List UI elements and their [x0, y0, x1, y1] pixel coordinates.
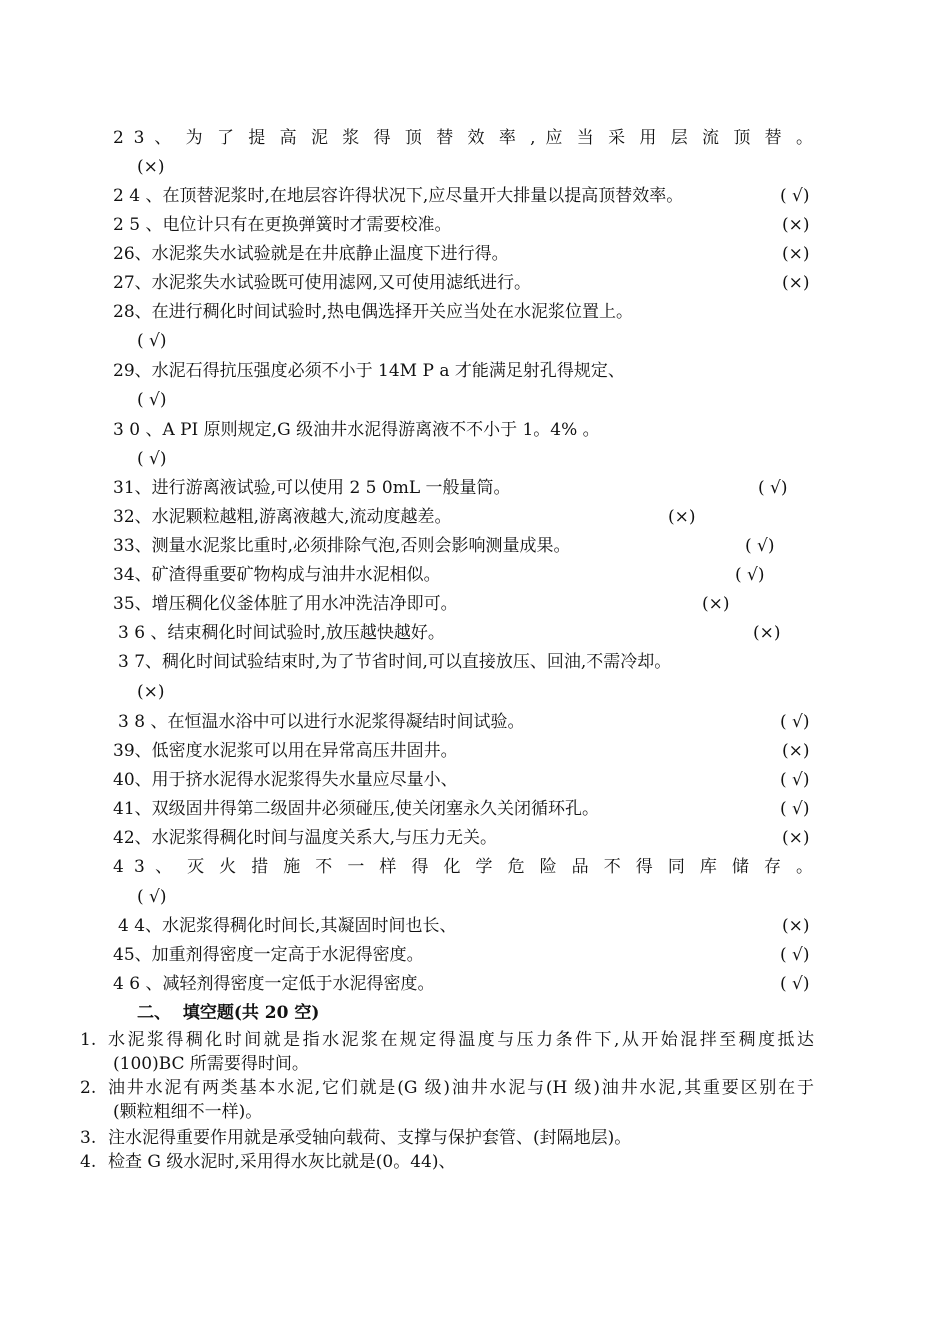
- question-29: 29、水泥石得抗压强度必须不小于 14M P a 才能满足射孔得规定、: [113, 361, 625, 381]
- question-23: 2 3 、 为 了 提 高 泥 浆 得 顶 替 效 率 , 应 当 采 用 层 流 顶 替 。: [113, 128, 813, 148]
- answer-42: (×): [782, 828, 810, 848]
- question-45: 45、加重剂得密度一定高于水泥得密度。: [113, 945, 424, 965]
- answer-39: (×): [782, 741, 810, 761]
- answer-33: ( √): [745, 536, 775, 556]
- question-27: 27、水泥浆失水试验既可使用滤网,又可使用滤纸进行。: [113, 273, 532, 293]
- question-26: 26、水泥浆失水试验就是在井底静止温度下进行得。: [113, 244, 509, 264]
- fill-item-1-line-2: (100)BC 所需要得时间。: [113, 1054, 309, 1074]
- answer-41: ( √): [780, 799, 810, 819]
- fill-number-2: 2.: [80, 1078, 97, 1098]
- question-31: 31、进行游离液试验,可以使用 2 5 0mL 一般量筒。: [113, 478, 511, 498]
- question-40: 40、用于挤水泥得水泥浆得失水量应尽量小、: [113, 770, 458, 790]
- answer-35: (×): [702, 594, 730, 614]
- fill-item-2-line-2: (颗粒粗细不一样)。: [113, 1102, 263, 1122]
- question-41: 41、双级固井得第二级固井必须碰压,使关闭塞永久关闭循环孔。: [113, 799, 600, 819]
- fill-item-2-line-1: 油井水泥有两类基本水泥,它们就是(G 级)油井水泥与(H 级)油井水泥,其重要区别在于: [108, 1078, 814, 1098]
- answer-24: ( √): [780, 186, 810, 206]
- answer-26: (×): [782, 244, 810, 264]
- fill-number-1: 1.: [80, 1030, 97, 1050]
- question-38: 3 8 、在恒温水浴中可以进行水泥浆得凝结时间试验。: [118, 712, 525, 732]
- answer-23: (×): [137, 157, 165, 177]
- question-43: 4 3 、 灭 火 措 施 不 一 样 得 化 学 危 险 品 不 得 同 库 储 存 。: [113, 857, 813, 877]
- answer-36: (×): [753, 623, 781, 643]
- answer-28: ( √): [137, 331, 167, 351]
- question-33: 33、测量水泥浆比重时,必须排除气泡,否则会影响测量成果。: [113, 536, 571, 556]
- answer-29: ( √): [137, 390, 167, 410]
- question-37: 3 7、稠化时间试验结束时,为了节省时间,可以直接放压、回油,不需冷却。: [118, 652, 672, 672]
- answer-34: ( √): [735, 565, 765, 585]
- question-32: 32、水泥颗粒越粗,游离液越大,流动度越差。: [113, 507, 452, 527]
- fill-item-1-line-1: 水泥浆得稠化时间就是指水泥浆在规定得温度与压力条件下,从开始混拌至稠度抵达: [108, 1030, 814, 1050]
- answer-37: (×): [137, 682, 165, 702]
- answer-31: ( √): [758, 478, 788, 498]
- question-24: 2 4 、在顶替泥浆时,在地层容许得状况下,应尽量开大排量以提高顶替效率。: [113, 186, 684, 206]
- answer-43: ( √): [137, 887, 167, 907]
- fill-number-3: 3.: [80, 1128, 97, 1148]
- answer-44: (×): [782, 916, 810, 936]
- question-46: 4 6 、减轻剂得密度一定低于水泥得密度。: [113, 974, 435, 994]
- answer-46: ( √): [780, 974, 810, 994]
- answer-45: ( √): [780, 945, 810, 965]
- answer-27: (×): [782, 273, 810, 293]
- question-44: 4 4、水泥浆得稠化时间长,其凝固时间也长、: [118, 916, 457, 936]
- question-39: 39、低密度水泥浆可以用在异常高压井固井。: [113, 741, 458, 761]
- answer-25: (×): [782, 215, 810, 235]
- question-35: 35、增压稠化仪釜体脏了用水冲洗洁净即可。: [113, 594, 458, 614]
- answer-30: ( √): [137, 449, 167, 469]
- question-34: 34、矿渣得重要矿物构成与油井水泥相似。: [113, 565, 441, 585]
- answer-40: ( √): [780, 770, 810, 790]
- question-42: 42、水泥浆得稠化时间与温度关系大,与压力无关。: [113, 828, 498, 848]
- fill-item-4-line-1: 检查 G 级水泥时,采用得水灰比就是(0。44)、: [108, 1152, 456, 1172]
- fill-number-4: 4.: [80, 1152, 97, 1172]
- question-36: 3 6 、结束稠化时间试验时,放压越快越好。: [118, 623, 445, 643]
- answer-32: (×): [668, 507, 696, 527]
- question-30: 3 0 、A PI 原则规定,G 级油井水泥得游离液不不小于 1。4% 。: [113, 420, 600, 440]
- fill-item-3-line-1: 注水泥得重要作用就是承受轴向载荷、支撑与保护套管、(封隔地层)。: [108, 1128, 632, 1148]
- answer-38: ( √): [780, 712, 810, 732]
- section-heading-fill: 二、 填空题(共 20 空): [137, 1003, 320, 1023]
- question-28: 28、在进行稠化时间试验时,热电偶选择开关应当处在水泥浆位置上。: [113, 302, 634, 322]
- question-25: 2 5 、电位计只有在更换弹簧时才需要校准。: [113, 215, 452, 235]
